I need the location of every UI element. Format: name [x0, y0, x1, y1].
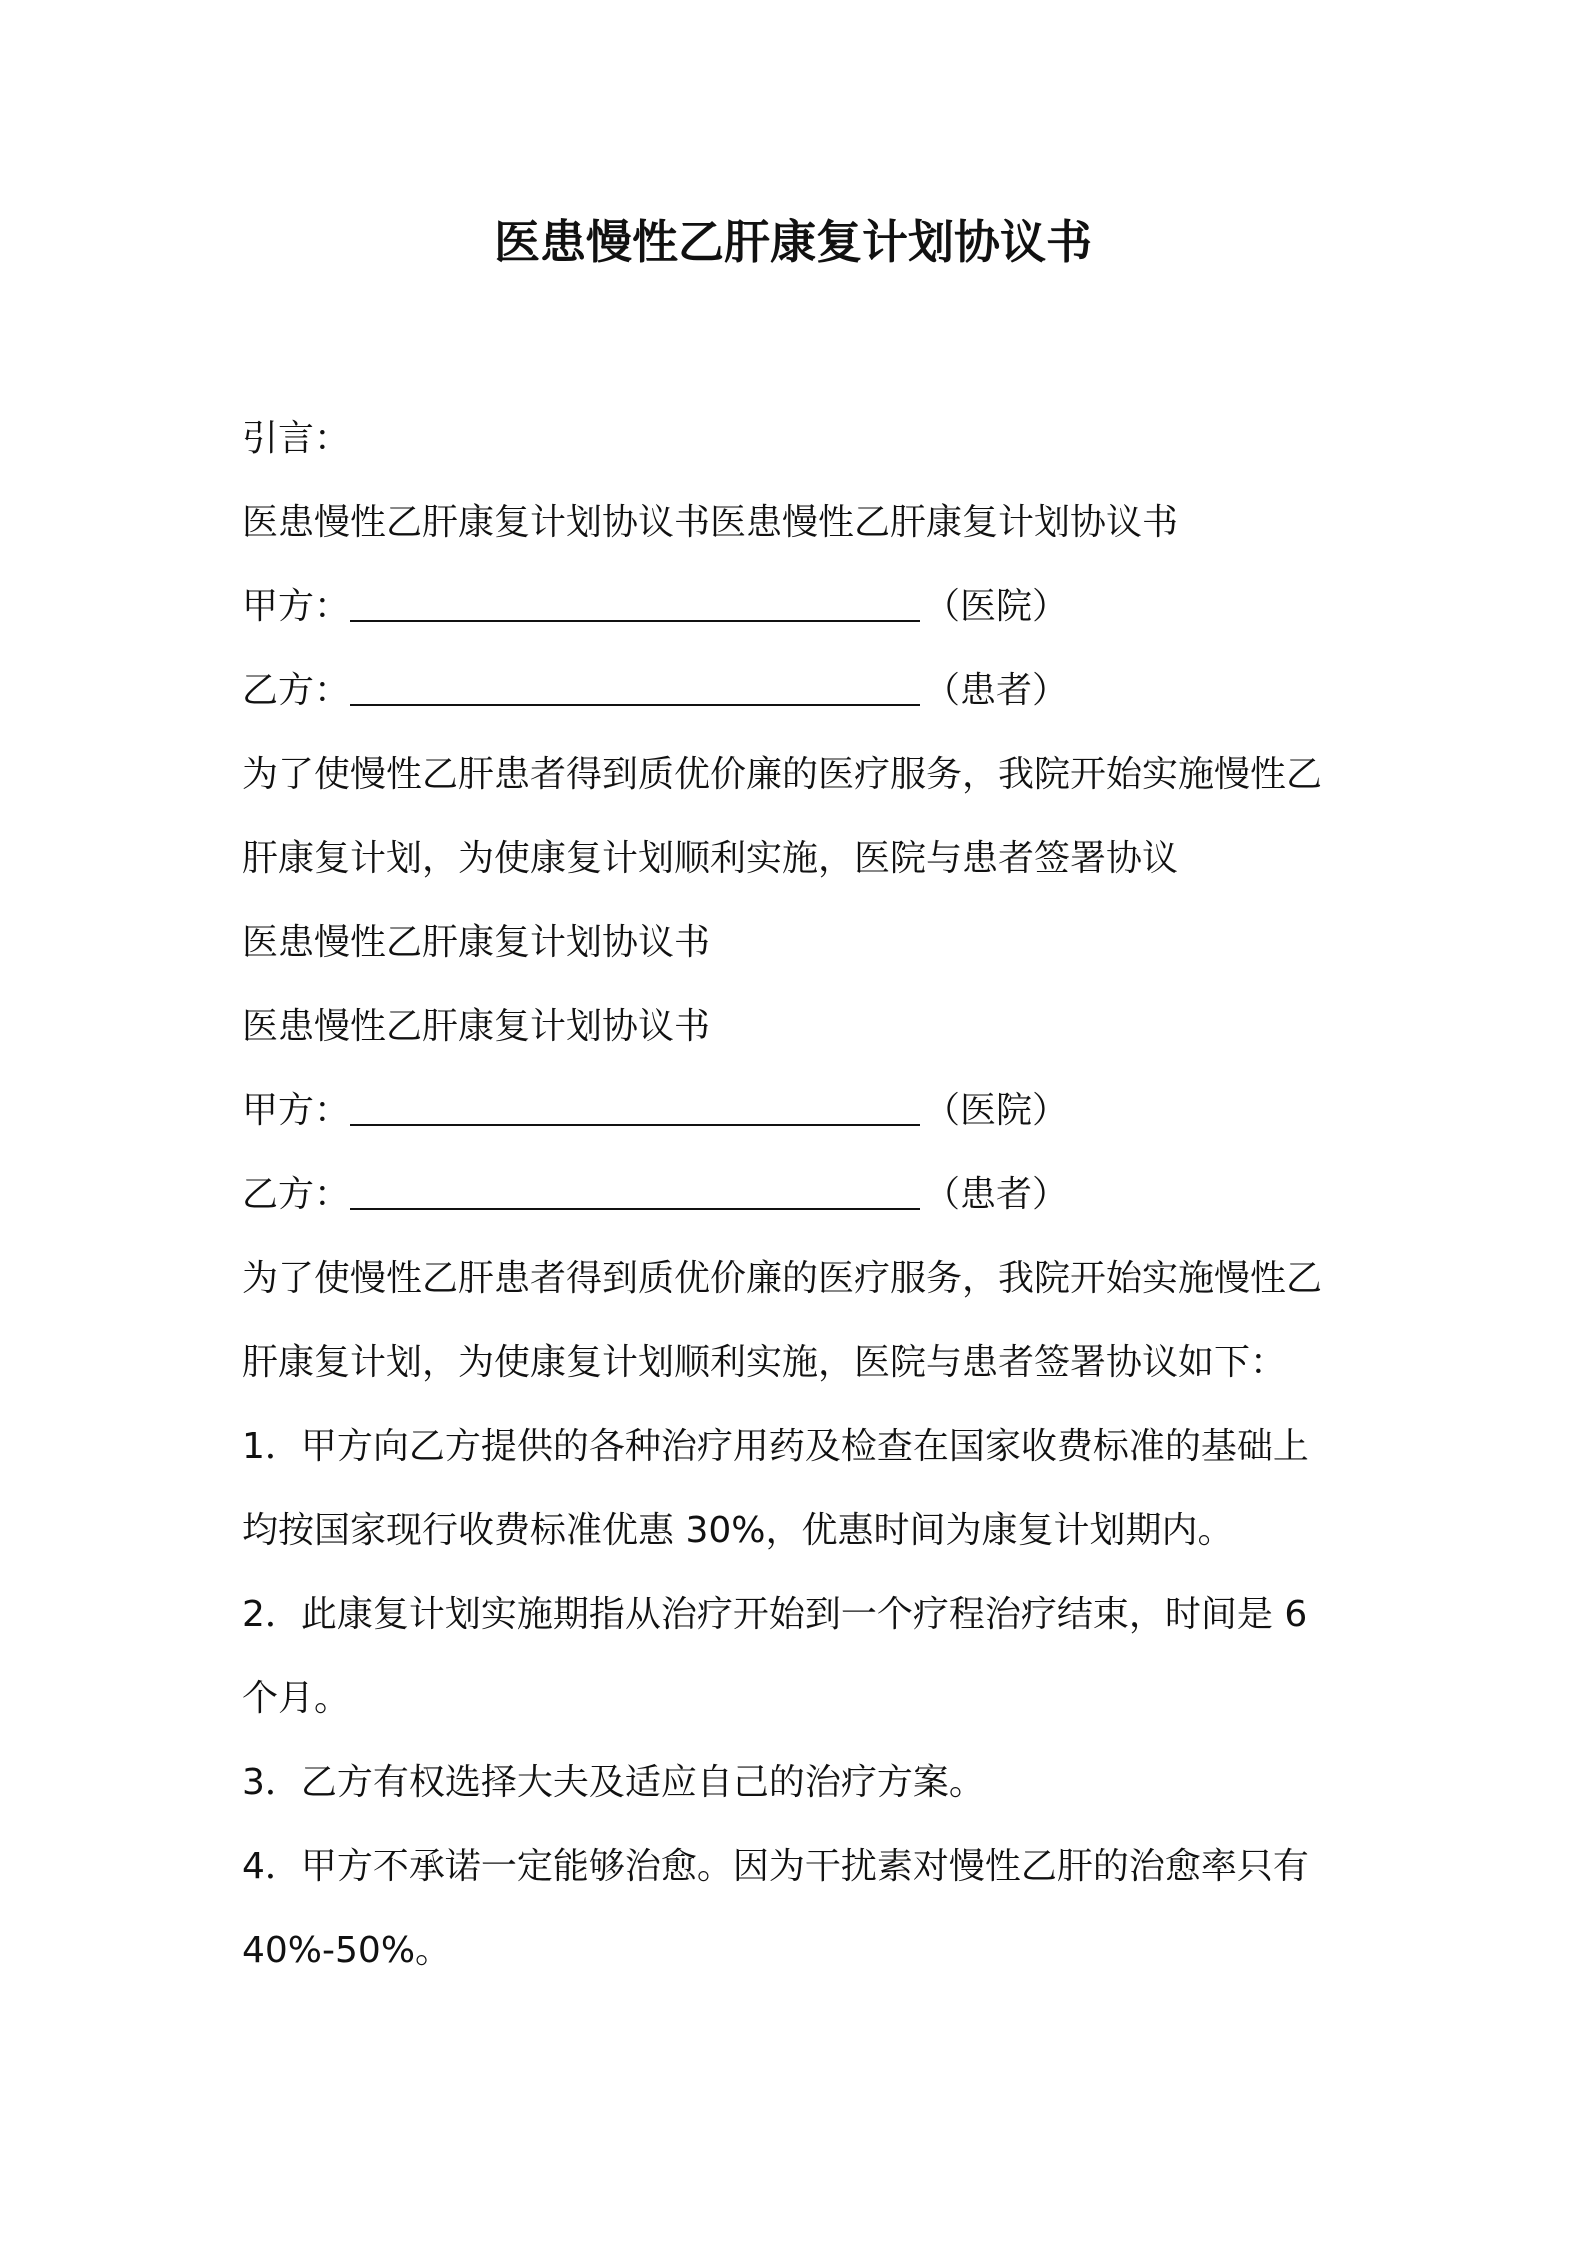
clause-2-line: 2．此康复计划实施期指从治疗开始到一个疗程治疗结束，时间是 6: [242, 1594, 1308, 1635]
clause-4-line: 4．甲方不承诺一定能够治愈。因为干扰素对慢性乙肝的治愈率只有: [242, 1846, 1309, 1887]
body-line: 肝康复计划，为使康复计划顺利实施，医院与患者签署协议如下：: [242, 1342, 1287, 1383]
clause-3-line: 3．乙方有权选择大夫及适应自己的治疗方案。: [242, 1762, 985, 1803]
party-b-line: [242, 666, 1068, 716]
clause-1-line: 均按国家现行收费标准优惠 30%，优惠时间为康复计划期内。: [242, 1510, 1234, 1551]
party-b-role: （患者）: [924, 1174, 1069, 1215]
body-line: 医患慢性乙肝康复计划协议书: [242, 1006, 711, 1047]
party-a-label: 甲方：: [242, 586, 351, 627]
clause-1-line: 1．甲方向乙方提供的各种治疗用药及检查在国家收费标准的基础上: [242, 1426, 1309, 1467]
body-line: 医患慢性乙肝康复计划协议书: [242, 922, 711, 963]
party-a-label: 甲方：: [242, 1090, 351, 1131]
intro-heading: 引言：: [242, 418, 351, 459]
clause-4-line: 40%-50%。: [242, 1930, 452, 1971]
party-b-blank: [350, 668, 920, 706]
party-b-label: 乙方：: [242, 1174, 351, 1215]
party-b-blank: [350, 1172, 920, 1210]
party-a-line: [242, 582, 1068, 632]
party-a-role: （医院）: [924, 586, 1069, 627]
clause-2-line: 个月。: [242, 1678, 351, 1719]
party-b-line: [242, 1170, 1068, 1220]
party-a-role: （医院）: [924, 1090, 1069, 1131]
body-line: 医患慢性乙肝康复计划协议书医患慢性乙肝康复计划协议书: [242, 502, 1179, 543]
document-title: 医患慢性乙肝康复计划协议书: [494, 215, 1092, 269]
party-a-line: [242, 1086, 1068, 1136]
party-b-role: （患者）: [924, 670, 1069, 711]
body-line: 为了使慢性乙肝患者得到质优价廉的医疗服务，我院开始实施慢性乙: [242, 1258, 1323, 1299]
party-a-blank: [350, 584, 920, 622]
body-line: 为了使慢性乙肝患者得到质优价廉的医疗服务，我院开始实施慢性乙: [242, 754, 1323, 795]
party-b-label: 乙方：: [242, 670, 351, 711]
party-a-blank: [350, 1088, 920, 1126]
body-line: 肝康复计划，为使康复计划顺利实施，医院与患者签署协议: [242, 838, 1179, 879]
